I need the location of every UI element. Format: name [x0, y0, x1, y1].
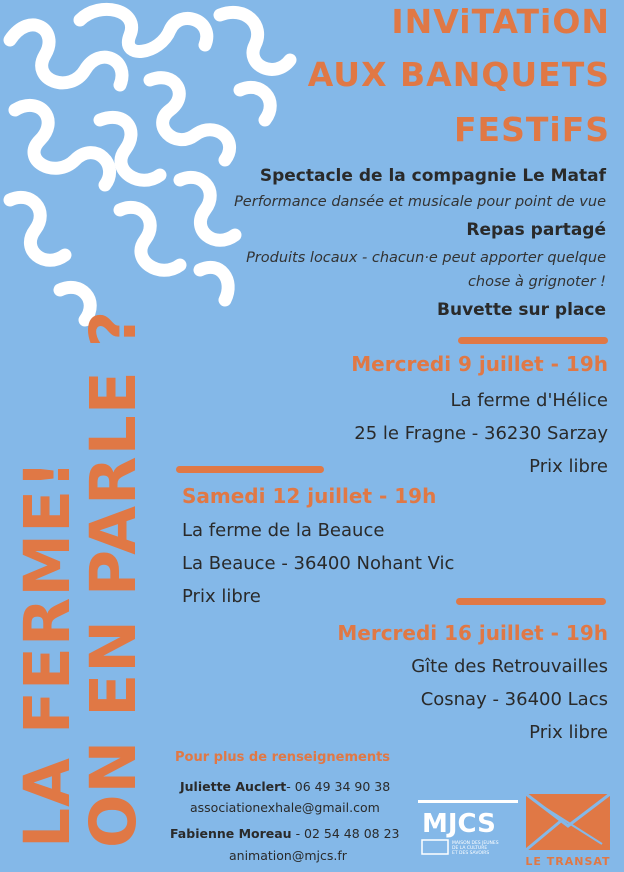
- contact-1-phone[interactable]: - 06 49 34 90 38: [286, 779, 391, 794]
- contact-2-name: Fabienne Moreau: [170, 826, 292, 841]
- mjcs-logo-sub-1: MAISON DES JEUNES: [452, 841, 499, 846]
- event-1-price: Prix libre: [529, 456, 608, 477]
- meal-description-line2: chose à grignoter !: [467, 274, 606, 290]
- page-title-line2: AUX BANQUETS: [307, 55, 610, 94]
- show-title: Spectacle de la compagnie Le Mataf: [259, 166, 606, 186]
- show-description: Performance dansée et musicale pour point de vue: [234, 194, 606, 210]
- vertical-title: [11, 309, 151, 848]
- event-3-date: Mercredi 16 juillet - 19h: [337, 621, 608, 645]
- divider-bar: [458, 337, 608, 344]
- meal-description-line1: Produits locaux - chacun·e peut apporter quelque: [246, 250, 606, 266]
- page-title-line3: FESTiFS: [454, 110, 610, 149]
- page-title-line1: INViTATiON: [391, 2, 610, 41]
- contact-1-name: Juliette Auclert: [180, 779, 287, 794]
- bar-title: Buvette sur place: [437, 300, 606, 320]
- event-1-date: Mercredi 9 juillet - 19h: [351, 352, 608, 376]
- meal-title: Repas partagé: [466, 220, 606, 240]
- mjcs-logo-sub-3: ET DES SAVOIRS: [452, 851, 490, 856]
- divider-bar: [176, 466, 324, 473]
- contact-person-1: [180, 779, 390, 794]
- event-2-price: Prix libre: [182, 586, 261, 607]
- event-2-address: La Beauce - 36400 Nohant Vic: [182, 553, 455, 574]
- mjcs-logo-sub-2: DE LA CULTURE: [452, 846, 488, 851]
- contact-2-phone[interactable]: - 02 54 48 08 23: [291, 826, 400, 841]
- event-3-address: Cosnay - 36400 Lacs: [420, 689, 608, 710]
- decorative-squiggles: [0, 0, 300, 330]
- event-2-place: La ferme de la Beauce: [182, 520, 385, 541]
- event-2-date: Samedi 12 juillet - 19h: [182, 484, 437, 508]
- divider-bar: [456, 598, 606, 605]
- mjcs-logo: [418, 800, 518, 858]
- contact-1-email[interactable]: associationexhale@gmail.com: [190, 800, 380, 815]
- event-1-place: La ferme d'Hélice: [450, 390, 608, 411]
- event-3-place: Gîte des Retrouvailles: [411, 656, 608, 677]
- contact-heading: Pour plus de renseignements: [175, 750, 391, 765]
- vertical-title-line2: ON EN PARLE ?: [77, 309, 151, 848]
- le-transat-logo: [522, 788, 614, 868]
- event-3-price: Prix libre: [529, 722, 608, 743]
- contact-person-2: [170, 826, 399, 841]
- le-transat-logo-text: LE TRANSAT: [525, 855, 611, 868]
- contact-2-email[interactable]: animation@mjcs.fr: [229, 848, 347, 863]
- mjcs-logo-text: MJCS: [422, 809, 496, 839]
- vertical-title-line1: LA FERME!: [11, 459, 84, 848]
- event-1-address: 25 le Fragne - 36230 Sarzay: [354, 423, 608, 444]
